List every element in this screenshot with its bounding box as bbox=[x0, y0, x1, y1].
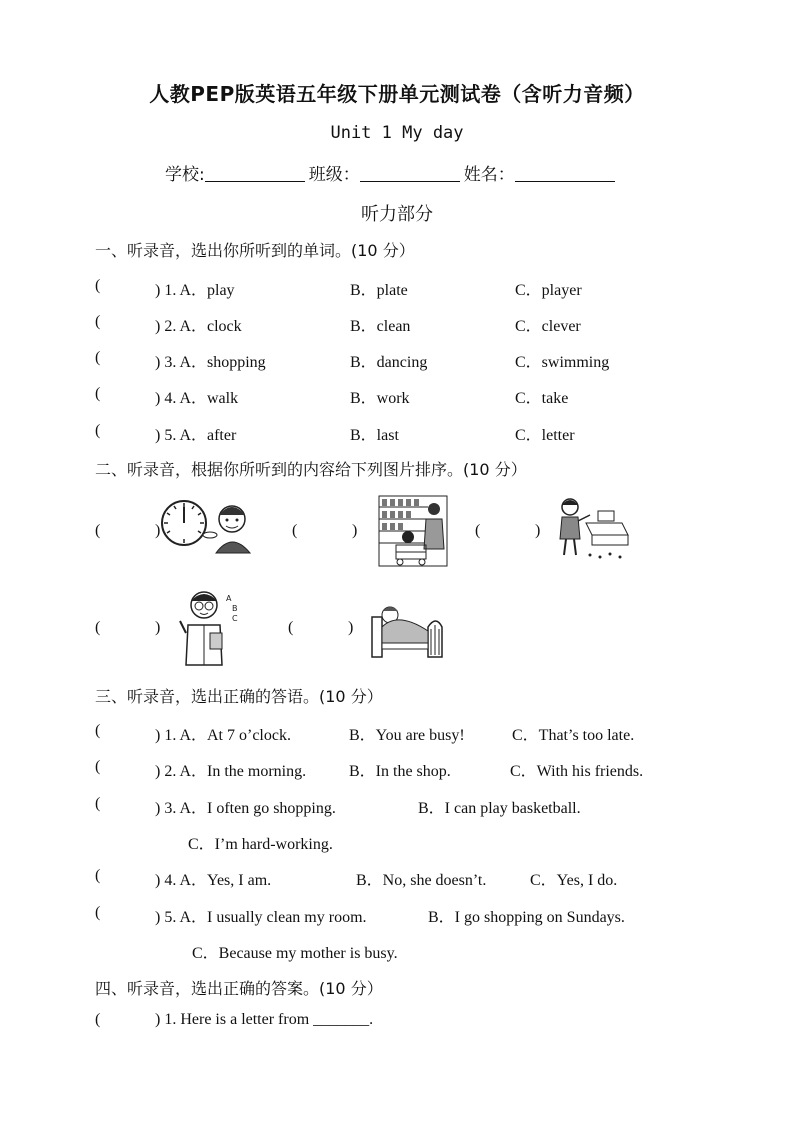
p3-q5-option-b[interactable]: B．I go shopping on Sundays. bbox=[428, 909, 625, 926]
p2-pic5-close-paren: ) bbox=[348, 619, 354, 636]
p3-q4-option-b[interactable]: B．No, she doesn’t. bbox=[356, 872, 487, 889]
p1-q1-option-a[interactable]: ) 1. A．play bbox=[155, 282, 235, 299]
p3-q3-option-c[interactable]: C．I’m hard-working. bbox=[188, 836, 333, 853]
p3-q5-option-a[interactable]: ) 5. A．I usually clean my room. bbox=[155, 909, 367, 926]
p3-q4-open-paren: ( bbox=[95, 867, 101, 884]
p1-q5-option-a[interactable]: ) 5. A．after bbox=[155, 427, 237, 444]
p2-pic1-close-paren: ) bbox=[155, 522, 161, 539]
p1-q1-open-paren: ( bbox=[95, 277, 101, 294]
p3-q4-option-a[interactable]: ) 4. A．Yes, I am. bbox=[155, 872, 272, 889]
girl-cleaning-room-image bbox=[550, 495, 630, 563]
letter-c-mark: C bbox=[232, 614, 238, 623]
page-title: 人教PEP版英语五年级下册单元测试卷（含听力音频） bbox=[149, 82, 645, 106]
p3-q1-option-c[interactable]: C．That’s too late. bbox=[512, 727, 635, 744]
clock-and-boy-eating-image bbox=[160, 495, 260, 557]
p2-pic3-open-paren: ( bbox=[475, 522, 481, 539]
p2-pic4-open-paren: ( bbox=[95, 619, 101, 636]
p3-q2-option-a[interactable]: ) 2. A．In the morning. bbox=[155, 763, 307, 780]
p3-q4-option-c[interactable]: C．Yes, I do. bbox=[530, 872, 618, 889]
p1-q3-option-c[interactable]: C．swimming bbox=[515, 354, 610, 371]
p2-pic5-open-paren: ( bbox=[288, 619, 294, 636]
p3-q1-option-a[interactable]: ) 1. A．At 7 o’clock. bbox=[155, 727, 291, 744]
p1-q3-option-b[interactable]: B．dancing bbox=[350, 354, 428, 371]
part2-heading: 二、听录音，根据你所听到的内容给下列图片排序。(10 分） bbox=[95, 460, 527, 479]
teacher-with-letters-image bbox=[176, 585, 246, 667]
listening-section-title: 听力部分 bbox=[361, 204, 433, 225]
student-info-line bbox=[165, 160, 619, 185]
p1-q4-option-c[interactable]: C．take bbox=[515, 390, 569, 407]
p1-q2-option-b[interactable]: B．clean bbox=[350, 318, 411, 335]
school-label: 学校: bbox=[165, 165, 205, 185]
p1-q5-option-b[interactable]: B．last bbox=[350, 427, 399, 444]
p2-pic2-close-paren: ) bbox=[352, 522, 358, 539]
part1-heading: 一、听录音，选出你所听到的单词。(10 分） bbox=[95, 241, 415, 260]
name-blank[interactable] bbox=[515, 165, 615, 182]
p3-q3-option-a[interactable]: ) 3. A．I often go shopping. bbox=[155, 800, 336, 817]
unit-subtitle: Unit 1 My day bbox=[330, 123, 464, 143]
p1-q1-option-c[interactable]: C．player bbox=[515, 282, 582, 299]
school-blank[interactable] bbox=[205, 165, 305, 182]
p3-q1-option-b[interactable]: B．You are busy! bbox=[349, 727, 465, 744]
p3-q2-option-c[interactable]: C．With his friends. bbox=[510, 763, 644, 780]
p1-q3-option-a[interactable]: ) 3. A．shopping bbox=[155, 354, 266, 371]
p1-q2-option-a[interactable]: ) 2. A．clock bbox=[155, 318, 242, 335]
p1-q2-open-paren: ( bbox=[95, 313, 101, 330]
name-label: 姓名： bbox=[463, 165, 515, 185]
p3-q3-open-paren: ( bbox=[95, 795, 101, 812]
letter-b-mark: B bbox=[232, 604, 238, 613]
part3-heading: 三、听录音，选出正确的答语。(10 分） bbox=[95, 687, 383, 706]
part4-heading: 四、听录音，选出正确的答案。(10 分） bbox=[95, 979, 383, 998]
p2-pic3-close-paren: ) bbox=[535, 522, 541, 539]
p3-q5-open-paren: ( bbox=[95, 904, 101, 921]
p1-q4-option-b[interactable]: B．work bbox=[350, 390, 410, 407]
letter-a-mark: A bbox=[226, 594, 232, 603]
p2-pic4-close-paren: ) bbox=[155, 619, 161, 636]
p1-q4-open-paren: ( bbox=[95, 385, 101, 402]
p3-q1-open-paren: ( bbox=[95, 722, 101, 739]
class-blank[interactable] bbox=[360, 165, 460, 182]
p1-q3-open-paren: ( bbox=[95, 349, 101, 366]
p1-q4-option-a[interactable]: ) 4. A．walk bbox=[155, 390, 239, 407]
p3-q2-option-b[interactable]: B．In the shop. bbox=[349, 763, 451, 780]
p3-q2-open-paren: ( bbox=[95, 758, 101, 775]
p4-q1-open-paren: ( bbox=[95, 1011, 101, 1028]
p1-q1-option-b[interactable]: B．plate bbox=[350, 282, 408, 299]
p2-pic1-open-paren: ( bbox=[95, 522, 101, 539]
p4-q1-question: ) 1. Here is a letter from _______. bbox=[155, 1011, 374, 1028]
supermarket-shopping-image bbox=[378, 495, 448, 567]
p3-q5-option-c[interactable]: C．Because my mother is busy. bbox=[192, 945, 398, 962]
child-sleeping-in-bed-image bbox=[368, 597, 446, 659]
p1-q5-open-paren: ( bbox=[95, 422, 101, 439]
class-label: 班级： bbox=[308, 165, 360, 185]
p3-q3-option-b[interactable]: B．I can play basketball. bbox=[418, 800, 581, 817]
p1-q2-option-c[interactable]: C．clever bbox=[515, 318, 581, 335]
p2-pic2-open-paren: ( bbox=[292, 522, 298, 539]
p1-q5-option-c[interactable]: C．letter bbox=[515, 427, 575, 444]
